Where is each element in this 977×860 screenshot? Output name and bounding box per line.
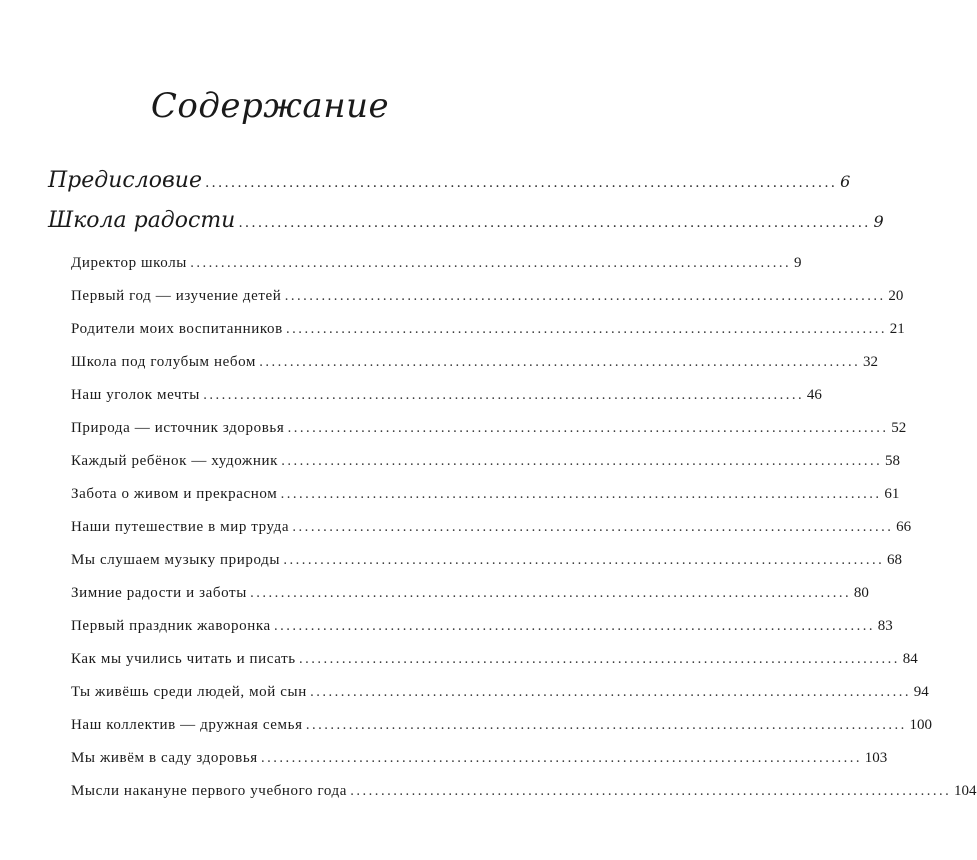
toc-entry-page: 61	[884, 486, 900, 502]
toc-entry-page: 46	[806, 387, 822, 403]
toc-entry[interactable]	[71, 288, 904, 305]
toc-entry-page: 66	[896, 519, 912, 535]
toc-entry-page: 100	[909, 717, 933, 733]
toc-leader-dots: ..................................................................................................	[292, 520, 894, 535]
toc-leader-dots: ..................................................................................................	[284, 289, 886, 304]
toc-entry-preface[interactable]	[48, 168, 851, 193]
toc-leader-dots: ..................................................................................................	[189, 256, 791, 271]
toc-entry-page: 32	[862, 354, 878, 370]
toc-leader-dots: ..................................................................................................	[258, 355, 860, 370]
toc-leader-dots: ..................................................................................................	[305, 718, 907, 733]
toc-entry-label: Родители моих воспитанников	[71, 321, 283, 337]
toc-entry[interactable]	[71, 552, 903, 569]
toc-entry[interactable]	[71, 420, 907, 437]
toc-leader-dots: ..................................................................................................	[298, 652, 900, 667]
toc-entry-page: 94	[913, 684, 929, 700]
toc-entry-page: 21	[889, 321, 905, 337]
toc-entry-page: 9	[873, 212, 884, 231]
toc-entry-page: 9	[793, 255, 802, 271]
toc-leader-dots: ..................................................................................................	[309, 685, 911, 700]
toc-entry-page: 6	[840, 172, 851, 191]
toc-entry-page: 52	[891, 420, 907, 436]
toc-entry-label: Наш уголок мечты	[71, 387, 200, 403]
toc-entry[interactable]	[71, 321, 905, 338]
toc-entry[interactable]	[71, 387, 822, 404]
toc-entry[interactable]	[71, 255, 802, 272]
toc-entry[interactable]	[71, 651, 918, 668]
toc-leader-dots: ..................................................................................................	[287, 421, 889, 436]
toc-entry-page: 83	[877, 618, 893, 634]
toc-leader-dots: ..................................................................................................	[350, 784, 951, 799]
page-title: Содержание	[150, 86, 390, 126]
toc-entry-label: Первый праздник жаворонка	[71, 618, 271, 634]
toc-entry[interactable]	[71, 519, 912, 536]
toc-leader-dots: ..................................................................................................	[260, 751, 862, 766]
toc-entry-label: Директор школы	[71, 255, 187, 271]
toc-entry-label: Школа радости	[48, 208, 236, 233]
toc-entry[interactable]	[71, 453, 900, 470]
toc-entry-label: Мы живём в саду здоровья	[71, 750, 258, 766]
toc-entry-label: Забота о живом и прекрасном	[71, 486, 278, 502]
toc-entry-label: Природа — источник здоровья	[71, 420, 285, 436]
toc-entry-page: 58	[885, 453, 900, 469]
toc-entry[interactable]	[71, 717, 933, 734]
toc-entry-label: Как мы учились читать и писать	[71, 651, 296, 667]
toc-leader-dots: ..................................................................................................	[238, 215, 871, 231]
toc-entry-page: 20	[888, 288, 904, 304]
toc-entry-label: Зимние радости и заботы	[71, 585, 247, 601]
toc-entry-page: 104	[954, 783, 977, 799]
toc-entry-page: 68	[887, 552, 903, 568]
toc-entry-label: Каждый ребёнок — художник	[71, 453, 279, 469]
toc-entry-label: Школа под голубым небом	[71, 354, 256, 370]
toc-leader-dots: ..................................................................................................	[285, 322, 887, 337]
toc-leader-dots: ..................................................................................................	[283, 553, 885, 568]
toc-entry[interactable]	[71, 783, 977, 800]
toc-leader-dots: ..................................................................................................	[280, 487, 882, 502]
toc-entry[interactable]	[71, 486, 900, 503]
toc-entry-label: Мы слушаем музыку природы	[71, 552, 281, 568]
toc-entry[interactable]	[71, 585, 869, 602]
toc-leader-dots: ..................................................................................................	[204, 175, 838, 191]
toc-entry-label: Предисловие	[48, 168, 202, 193]
toc-entry-page: 84	[902, 651, 918, 667]
toc-entry-page: 103	[864, 750, 888, 766]
toc-leader-dots: ..................................................................................................	[202, 388, 804, 403]
toc-entry-page: 80	[853, 585, 869, 601]
toc-entry-label: Первый год — изучение детей	[71, 288, 282, 304]
toc-leader-dots: ..................................................................................................	[249, 586, 851, 601]
toc-entry-label: Мысли накануне первого учебного года	[71, 783, 348, 799]
toc-leader-dots: ..................................................................................................	[281, 454, 882, 469]
toc-entry-section[interactable]	[48, 208, 884, 233]
toc-entry-label: Наш коллектив — дружная семья	[71, 717, 303, 733]
toc-entry[interactable]	[71, 684, 929, 701]
toc-entry-label: Наши путешествие в мир труда	[71, 519, 290, 535]
toc-entry[interactable]	[71, 750, 888, 767]
toc-leader-dots: ..................................................................................................	[273, 619, 875, 634]
toc-entry[interactable]	[71, 618, 893, 635]
toc-entry-label: Ты живёшь среди людей, мой сын	[71, 684, 307, 700]
toc-entry[interactable]	[71, 354, 878, 371]
